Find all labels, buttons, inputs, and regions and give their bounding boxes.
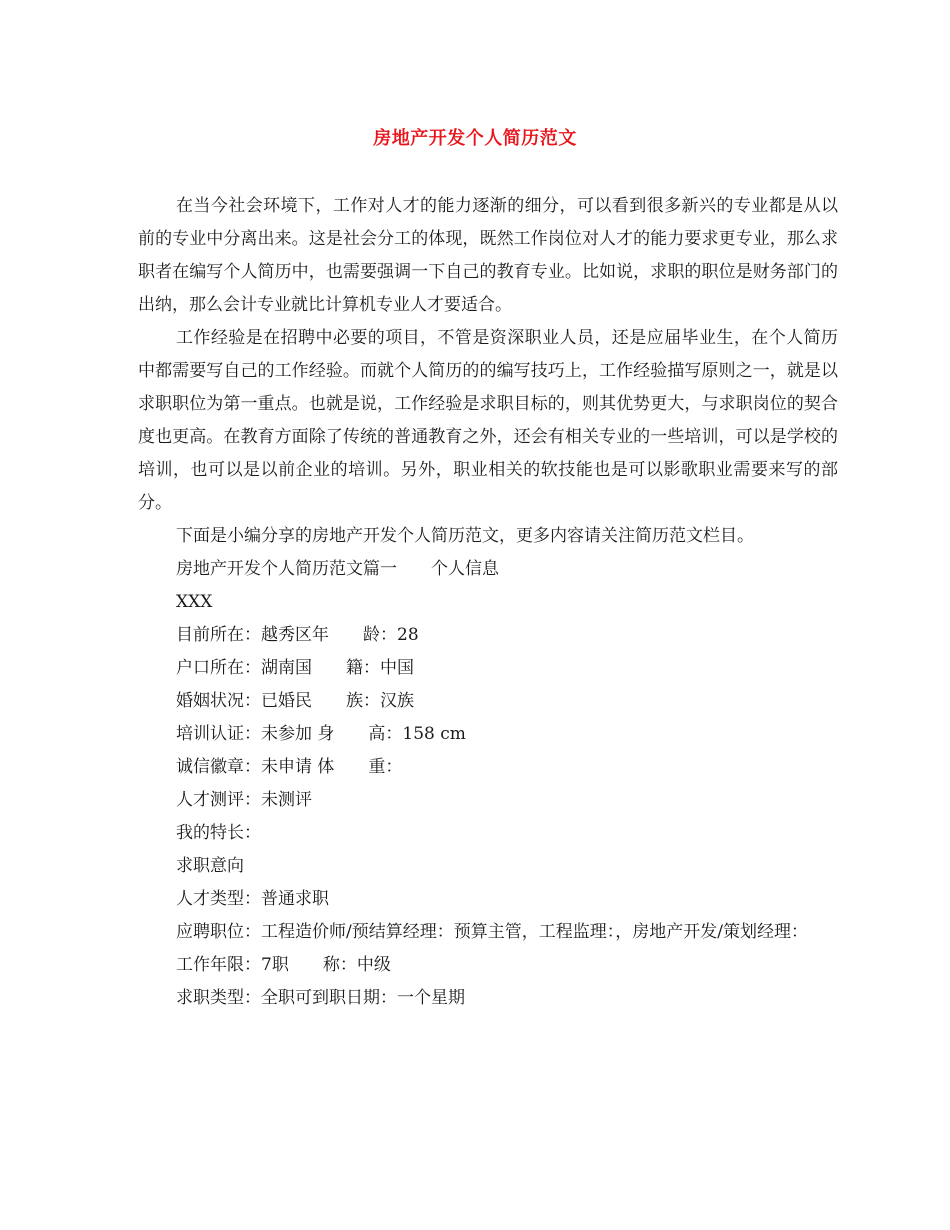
text-line: 求职类型：全职可到职日期：一个星期 [176, 988, 465, 1008]
text-line: 培训认证：未参加 身 高：158 cm [176, 724, 466, 744]
text-line: 人才类型：普通求职 [176, 889, 329, 909]
text-line: 工作年限：7职 称：中级 [176, 955, 391, 975]
document-title: 房地产开发个人简历范文 [373, 128, 577, 149]
text-line: 婚姻状况：已婚民 族：汉族 [176, 691, 414, 711]
text-line: 目前所在：越秀区年 龄：28 [176, 625, 419, 645]
experience-paragraph: 工作经验是在招聘中必要的项目，不管是资深职业人员，还是应届毕业生，在个人简历中都需要写自己的工作经验。而就个人简历的的编写技巧上，工作经验描写原则之一，就是以求职职位为第一重点。也就是说，工作经验是求职目标的，则其优势更大，与求职岗位的契合度也更高。在教育方面除了传统的普通教育之外，还会有相关专业的一些培训，可以是学校的培训，也可以是以前企业的培训。另外，职业相关的软技能也是可以影歌职业需要来写的部分。 [138, 328, 838, 513]
text-line: 户口所在：湖南国 籍：中国 [176, 658, 414, 678]
document-body [138, 190, 838, 1015]
intro-paragraph: 在当今社会环境下，工作对人才的能力逐渐的细分，可以看到很多新兴的专业都是从以前的专业中分离出来。这是社会分工的体现，既然工作岗位对人才的能力要求更专业，那么求职者在编写个人简历中，也需要强调一下自己的教育专业。比如说，求职的职位是财务部门的出纳，那么会计专业就比计算机专业人才要适合。 [138, 196, 838, 315]
position-line: 应聘职位：工程造价师/预结算经理：预算主管，工程监理：，房地产开发/策划经理： [176, 922, 808, 942]
text-line: XXX [176, 592, 213, 612]
text-line: 诚信徽章：未申请 体 重： [176, 757, 403, 777]
text-line: 求职意向 [176, 856, 244, 876]
text-line: 人才测评：未测评 [176, 790, 312, 810]
text-line: 我的特长： [176, 823, 261, 843]
text-line: 房地产开发个人简历范文篇一 个人信息 [176, 559, 499, 579]
text-line: 下面是小编分享的房地产开发个人简历范文，更多内容请关注简历范文栏目。 [176, 526, 754, 546]
